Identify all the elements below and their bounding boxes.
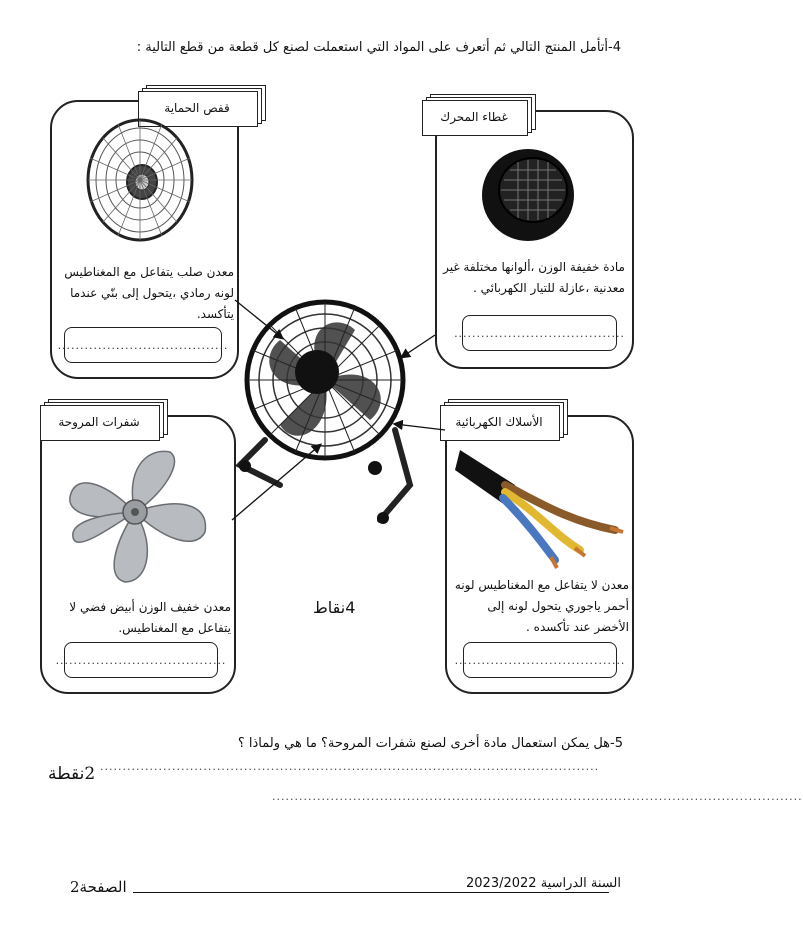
answer-box-wires[interactable]: ...................................... [463, 642, 617, 678]
page-number-block [70, 878, 127, 896]
tab-label: قفص الحماية [164, 101, 230, 115]
points-2: 2نقطة [48, 764, 96, 784]
page-label: الصفحة [79, 878, 127, 896]
footer-line [133, 892, 609, 893]
answer-box-blades[interactable]: ...................................... [64, 642, 218, 678]
tab-label: الأسلاك الكهربائية [455, 415, 543, 429]
tab-label: شفرات المروحة [58, 415, 140, 429]
answer-line-2[interactable]: ...................................................................................................................... [272, 790, 803, 803]
page-number: 2 [70, 878, 80, 896]
tab-label: غطاء المحرك [440, 110, 508, 124]
card-desc: معدن لا يتفاعل مع المغناطيس لونه أحمر ياجوري يتحول لونه إلى الأخضر عند تأكسده . [454, 578, 629, 634]
answer-line-1[interactable]: ............................................................................................................... [100, 760, 600, 773]
school-year: 2023/2022 [466, 876, 537, 891]
points-4: 4نقاط [313, 598, 356, 617]
answer-box-cover[interactable]: ...................................... [462, 315, 617, 351]
answer-box-cage[interactable]: ...................................... [64, 327, 222, 363]
card-desc: مادة خفيفة الوزن ،ألوانها مختلفة غير معدنية ،عازلة للتيار الكهربائي . [443, 260, 625, 295]
card-desc: معدن صلب يتفاعل مع المغناطيس لونه رمادي ،يتحول إلى بنّي عندما يتأكسد. [64, 265, 234, 321]
school-year-label: السنة الدراسية [540, 876, 621, 891]
question-5: 5-هل يمكن استعمال مادة أخرى لصنع شفرات المروحة؟ ما هي ولماذا ؟ [237, 736, 623, 751]
footer-year [466, 876, 621, 891]
card-desc: معدن خفيف الوزن أبيض فضي لا يتفاعل مع المغناطيس. [69, 600, 231, 635]
question-4: 4-أتأمل المنتج التالي ثم أتعرف على المواد التي استعملت لصنع كل قطعة من قطع التالية : [136, 40, 621, 55]
